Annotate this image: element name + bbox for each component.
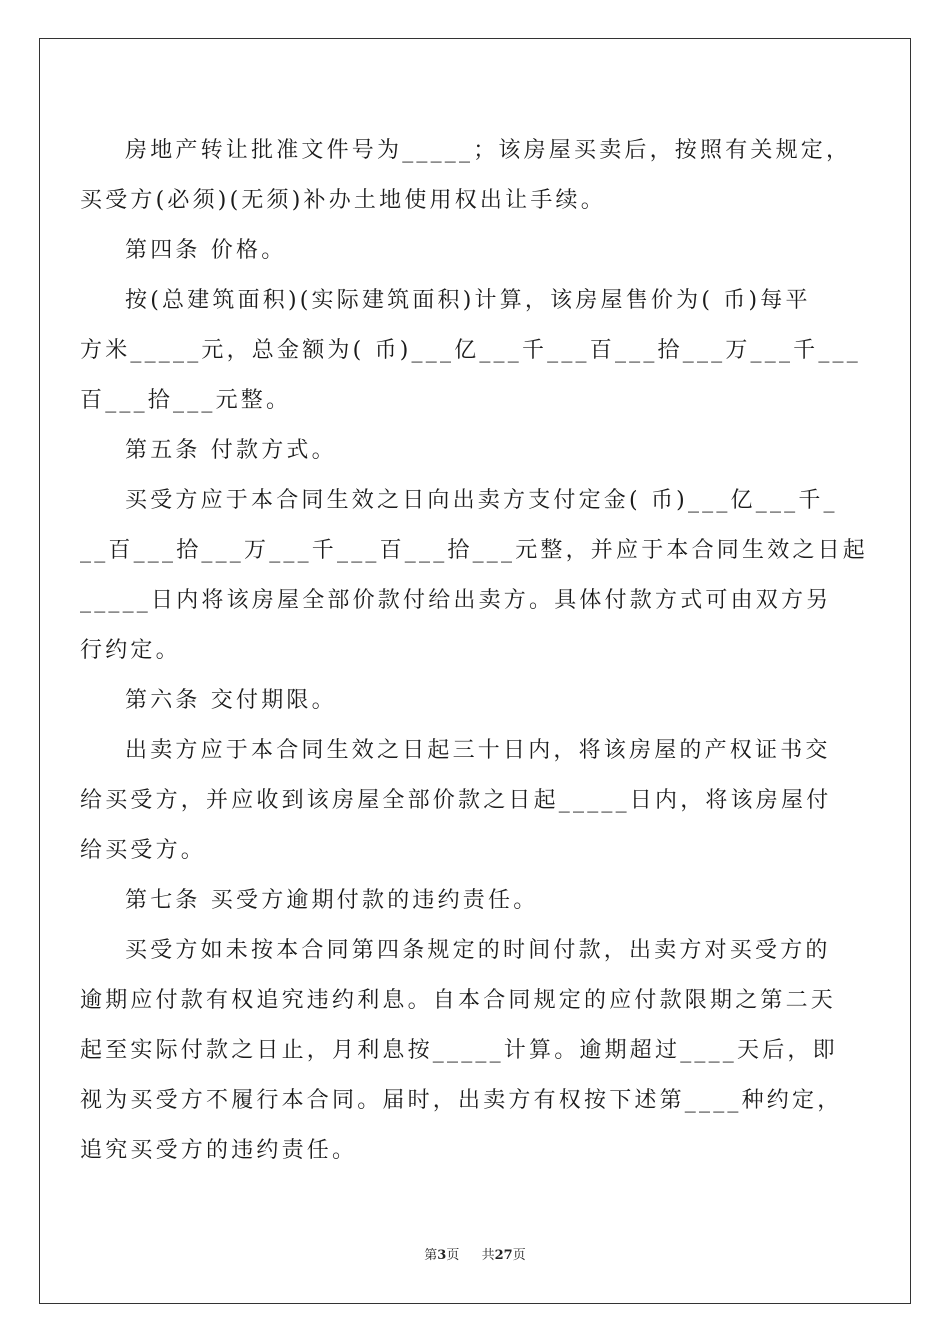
section-heading-article-4: 第四条 价格。: [125, 238, 287, 263]
page-prefix: 第: [424, 1248, 438, 1263]
text-line: 买受方(必须)(无须)补办土地使用权出让手续。: [80, 188, 606, 213]
total-pages-label: [482, 1247, 526, 1265]
current-page-number: 3: [437, 1248, 447, 1263]
section-heading-article-7: 第七条 买受方逾期付款的违约责任。: [125, 888, 539, 913]
text-line: 方米_____元，总金额为( 币)___亿___千___百___拾___万___千___: [80, 338, 861, 363]
total-page-count: 27: [494, 1248, 513, 1263]
text-line: 给买受方。: [80, 838, 207, 863]
text-line: 逾期应付款有权追究违约利息。自本合同规定的应付款限期之第二天: [80, 988, 837, 1013]
text-line: _____日内将该房屋全部价款付给出卖方。具体付款方式可由双方另: [80, 588, 832, 613]
text-line: 起至实际付款之日止，月利息按_____计算。逾期超过____天后，即: [80, 1038, 838, 1063]
text-line: 出卖方应于本合同生效之日起三十日内，将该房屋的产权证书交: [125, 738, 831, 763]
text-line: 按(总建筑面积)(实际建筑面积)计算，该房屋售价为( 币)每平: [125, 288, 811, 313]
text-line: __百___拾___万___千___百___拾___元整，并应于本合同生效之日起: [80, 538, 869, 563]
text-line: 百___拾___元整。: [80, 388, 292, 413]
text-line: 视为买受方不履行本合同。届时，出卖方有权按下述第____种约定，: [80, 1088, 843, 1113]
page-suffix: 页: [446, 1248, 460, 1263]
total-suffix: 页: [512, 1248, 526, 1263]
total-prefix: 共: [481, 1248, 495, 1263]
text-line: 给买受方，并应收到该房屋全部价款之日起_____日内，将该房屋付: [80, 788, 832, 813]
text-line: 买受方如未按本合同第四条规定的时间付款，出卖方对买受方的: [125, 938, 831, 963]
page-footer: [0, 1247, 950, 1265]
page-number-label: [424, 1247, 459, 1265]
section-heading-article-6: 第六条 交付期限。: [125, 688, 337, 713]
text-line: 买受方应于本合同生效之日向出卖方支付定金( 币)___亿___千_: [125, 488, 838, 513]
text-line: 房地产转让批准文件号为_____；该房屋买卖后，按照有关规定，: [125, 138, 852, 163]
text-line: 行约定。: [80, 638, 181, 663]
section-heading-article-5: 第五条 付款方式。: [125, 438, 337, 463]
text-line: 追究买受方的违约责任。: [80, 1138, 358, 1163]
